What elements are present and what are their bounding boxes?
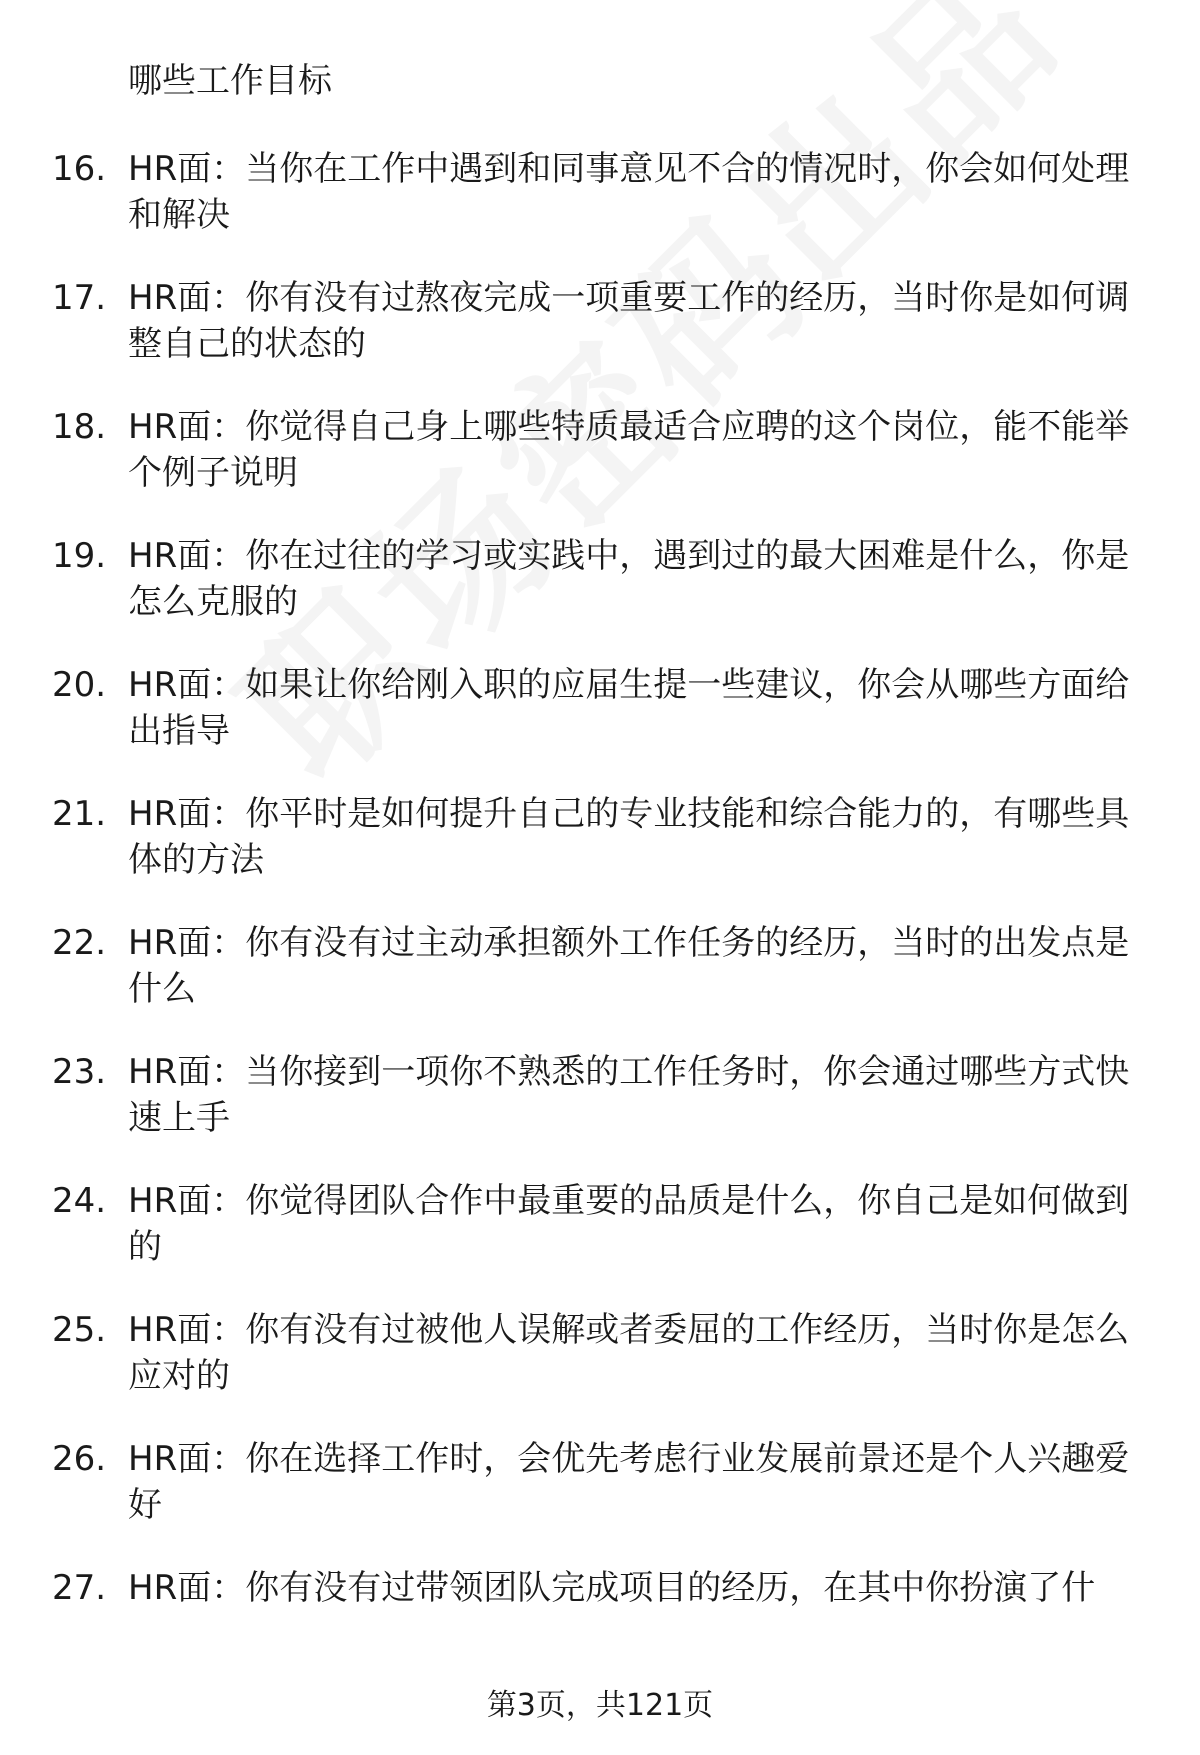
- page-footer: 第3页，共121页: [486, 1688, 714, 1723]
- question-item: [0, 1178, 1200, 1307]
- question-item: [0, 404, 1200, 533]
- question-text: HR面：你有没有过主动承担额外工作任务的经历，当时的出发点是什么: [128, 923, 1130, 1009]
- question-item: [0, 146, 1200, 275]
- question-item: [0, 1307, 1200, 1436]
- question-text: HR面：你平时是如何提升自己的专业技能和综合能力的，有哪些具体的方法: [128, 794, 1130, 880]
- question-item: [0, 920, 1200, 1049]
- question-number: 24.: [52, 1181, 107, 1221]
- question-text: HR面：你有没有过被他人误解或者委屈的工作经历，当时你是怎么应对的: [128, 1310, 1130, 1396]
- question-item: [0, 1436, 1200, 1565]
- question-text: HR面：你有没有过带领团队完成项目的经历，在其中你扮演了什: [128, 1568, 1096, 1608]
- question-text: HR面：你觉得自己身上哪些特质最适合应聘的这个岗位，能不能举个例子说明: [128, 407, 1130, 493]
- question-item: [0, 533, 1200, 662]
- question-number: 22.: [52, 923, 107, 963]
- question-text: HR面：你有没有过熬夜完成一项重要工作的经历，当时你是如何调整自己的状态的: [128, 278, 1130, 364]
- question-number: 27.: [52, 1568, 107, 1608]
- question-number: 20.: [52, 665, 107, 705]
- question-item: [0, 791, 1200, 920]
- question-number: 18.: [52, 407, 107, 447]
- question-number: 17.: [52, 278, 107, 318]
- question-text: HR面：当你接到一项你不熟悉的工作任务时，你会通过哪些方式快速上手: [128, 1052, 1130, 1138]
- question-number: 21.: [52, 794, 107, 834]
- question-text: HR面：当你在工作中遇到和同事意见不合的情况时，你会如何处理和解决: [128, 149, 1130, 235]
- question-number: 19.: [52, 536, 107, 576]
- question-number: 25.: [52, 1310, 107, 1350]
- question-item: [0, 662, 1200, 791]
- question-text: HR面：如果让你给刚入职的应届生提一些建议，你会从哪些方面给出指导: [128, 665, 1130, 751]
- question-item: [0, 1049, 1200, 1178]
- question-item: [0, 1565, 1200, 1694]
- continued-question-text: 哪些工作目标: [128, 61, 332, 101]
- question-text: HR面：你觉得团队合作中最重要的品质是什么，你自己是如何做到的: [128, 1181, 1130, 1267]
- question-item: [0, 275, 1200, 404]
- question-list: [0, 146, 1200, 1694]
- question-number: 26.: [52, 1439, 107, 1479]
- question-text: HR面：你在过往的学习或实践中，遇到过的最大困难是什么，你是怎么克服的: [128, 536, 1130, 622]
- question-text: HR面：你在选择工作时，会优先考虑行业发展前景还是个人兴趣爱好: [128, 1439, 1130, 1525]
- question-number: 23.: [52, 1052, 107, 1092]
- question-number: 16.: [52, 149, 107, 189]
